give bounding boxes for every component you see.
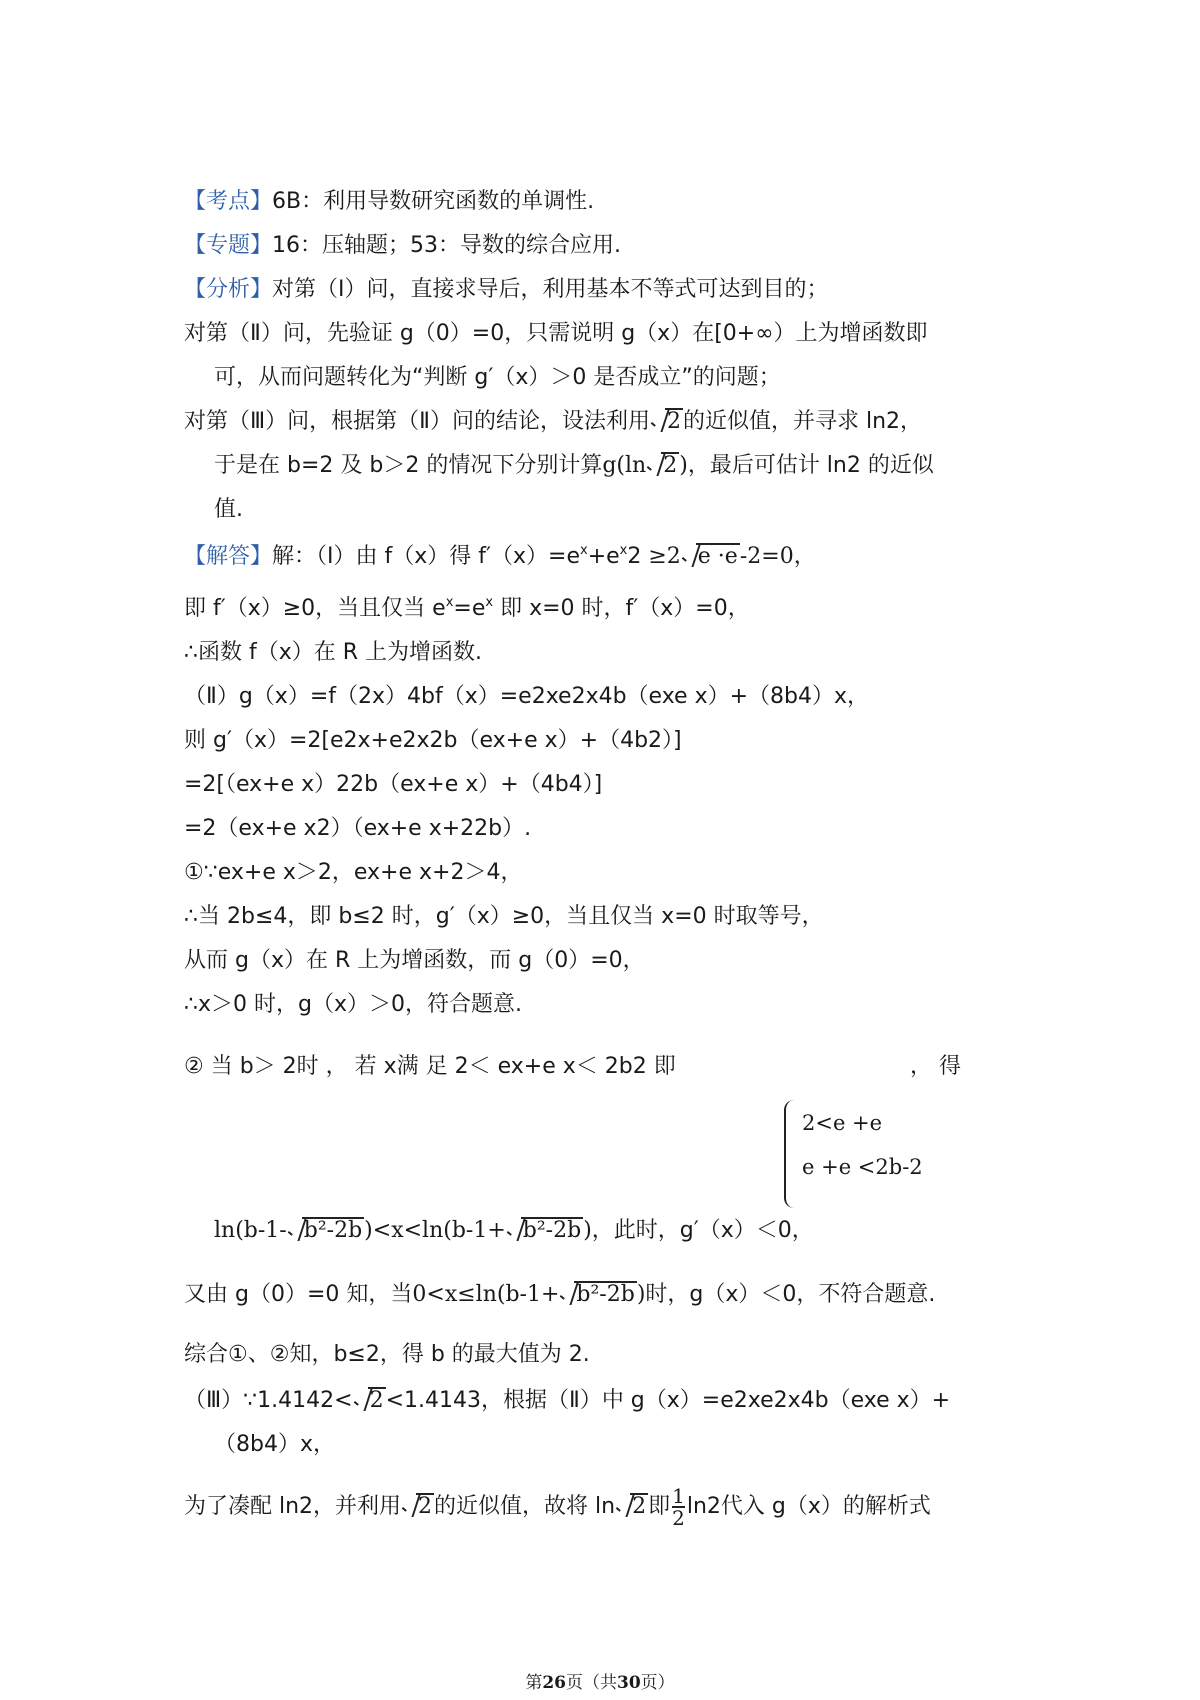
- system-brace: [784, 1100, 798, 1208]
- jieda-line: 【解答】解：（Ⅰ）由 f（x）得 $f'(x)=e^x+e^x2 \ge 2$ e ·e-2=0，: [184, 542, 1040, 572]
- solution-line-5: [184, 726, 1040, 756]
- footer-text-c: 页）: [640, 1673, 675, 1693]
- analysis-text-3: 可，从而问题转化为“判断 g′（x）＞0 是否成立”的问题；: [214, 365, 781, 390]
- analysis-line-4: [184, 407, 1040, 437]
- sqrt-radicand: 2: [418, 1494, 433, 1519]
- solution-text-2b: =e: [453, 596, 486, 621]
- fenxi-tag: 【分析】: [184, 277, 273, 302]
- kaodian-tag: 【考点】: [184, 189, 273, 214]
- analysis-line-2: [184, 319, 1040, 349]
- math-close: ): [636, 1282, 646, 1307]
- sqrt-radicand: b²-2b: [522, 1218, 582, 1243]
- sqrt-symbol: [648, 451, 679, 481]
- system-eq-1: 2<e +e: [802, 1111, 883, 1135]
- solution-text-13: ，此时，g′（x）＜0，: [591, 1218, 814, 1243]
- math-geq-2: ≥2: [648, 544, 681, 569]
- system-eq-2: e +e <2b-2: [802, 1155, 923, 1179]
- page-number: 26: [542, 1673, 566, 1693]
- solution-text-5: 则 g′（x）=2[e2x+e2x2b（ex+e x）+（4b2）]: [184, 728, 682, 753]
- sqrt-symbol: [508, 1216, 583, 1246]
- fraction-denominator: 2: [672, 1506, 685, 1530]
- math-ln-close: ): [583, 1218, 592, 1243]
- analysis-text-2: 对第（Ⅱ）问，先验证 g（0）=0，只需说明 g（x）在[0+∞）上为增函数即: [184, 321, 928, 346]
- footer-text-a: 第: [525, 1673, 543, 1693]
- solution-line-7: [184, 814, 1040, 844]
- sqrt-radicand: 2: [632, 1494, 647, 1519]
- solution-text-2c: 即 x=0 时，f′（x）=0，: [500, 596, 750, 621]
- solution-text-10: 从而 g（x）在 R 上为增函数，而 g（0）=0，: [184, 948, 645, 973]
- analysis-line-3: [214, 363, 1040, 393]
- solution-text-8: ①∵ex+e x＞2，ex+e x+2＞4，: [184, 860, 523, 885]
- footer-text-b: 页（共: [566, 1673, 617, 1693]
- kaodian-text: 6B：利用导数研究函数的单调性.: [272, 189, 595, 214]
- solution-text-18d: ln2代入 g（x）的解析式: [686, 1494, 931, 1519]
- solution-line-11: [184, 990, 1040, 1020]
- solution-text-1b: +e: [587, 544, 620, 569]
- sqrt-symbol: [652, 407, 683, 437]
- sqrt-radicand: 2: [667, 409, 681, 434]
- analysis-line-6: [214, 495, 1040, 525]
- solution-line-3: [184, 638, 1040, 668]
- solution-text-15: 综合①、②知，b≤2，得 b 的最大值为 2.: [184, 1342, 590, 1367]
- solution-line-12b: [910, 1052, 961, 1082]
- math-ln-left: ln(b-1-: [214, 1218, 287, 1243]
- solution-text-18b: 的近似值，故将 ln: [434, 1494, 616, 1519]
- solution-text-18c: 即: [648, 1494, 671, 1519]
- solution-text-6: =2[（ex+e x）22b（ex+e x）+（4b4）]: [184, 772, 603, 797]
- solution-text-12b: ， 得: [910, 1054, 961, 1079]
- solution-line-4: [184, 682, 1040, 712]
- sqrt-symbol: [617, 1492, 648, 1522]
- solution-text-16b: <1.4143，根据（Ⅱ）中 g（x）=e2xe2x4b（exe x）+: [385, 1388, 951, 1413]
- analysis-line-5: [214, 451, 1040, 481]
- solution-text-4: （Ⅱ）g（x）=f（2x）4bf（x）=e2xe2x4b（exe x）+（8b4）x，: [184, 684, 870, 709]
- system-line-2: [802, 1152, 923, 1182]
- solution-text-14b: 时，g（x）＜0，不符合题意.: [645, 1282, 936, 1307]
- solution-text-2a: 即 f′（x）≥0，当且仅当 e: [184, 596, 446, 621]
- math-range: 0<x≤ln(b-1+: [412, 1282, 560, 1307]
- sqrt-radicand: e ·e: [697, 544, 738, 569]
- page-footer: [0, 1668, 1200, 1693]
- solution-line-14: [184, 1280, 1040, 1310]
- math-ln-mid: )<x<ln(b-1+: [364, 1218, 506, 1243]
- solution-text-3: ∴函数 f（x）在 R 上为增函数.: [184, 640, 483, 665]
- sqrt-symbol: [561, 1280, 636, 1310]
- solution-text-14a: 又由 g（0）=0 知，当: [184, 1282, 413, 1307]
- solution-line-15: [184, 1340, 1040, 1370]
- solution-text-12a: ② 当 b＞ 2时 ， 若 x满 足 2＜ ex+e x＜ 2b2 即: [184, 1054, 676, 1079]
- solution-line-17: [214, 1430, 1040, 1460]
- analysis-text-5a: 于是在 b=2 及 b＞2 的情况下分别计算: [214, 453, 603, 478]
- sqrt-radicand: 2: [663, 453, 678, 478]
- sqrt-symbol: [355, 1386, 386, 1416]
- solution-text-11: ∴x＞0 时，g（x）＞0，符合题意.: [184, 992, 522, 1017]
- zhuanti-text: 16：压轴题；53：导数的综合应用.: [272, 233, 621, 258]
- solution-text-16a: （Ⅲ）∵1.4142<: [184, 1388, 353, 1413]
- analysis-text-6: 值.: [214, 497, 243, 522]
- sqrt-symbol: [683, 542, 740, 572]
- solution-line-2: 即 f′（x）≥0，当且仅当 $e^x=e^x$ 即 x=0 时，f′（x）=0，: [184, 595, 750, 621]
- sqrt-symbol: [289, 1216, 364, 1246]
- fenxi-line: [184, 275, 1040, 305]
- solution-line-13: [214, 1216, 1040, 1246]
- zhuanti-tag: 【专题】: [184, 233, 273, 258]
- sqrt-radicand: b²-2b: [303, 1218, 363, 1243]
- solution-line-16: [184, 1386, 1040, 1416]
- solution-line-18: [184, 1486, 1040, 1528]
- solution-line-10: [184, 946, 1040, 976]
- solution-text-17: （8b4）x，: [214, 1432, 335, 1457]
- math-g-ln: g(ln: [602, 453, 647, 478]
- solution-text-1c: 2: [627, 544, 642, 569]
- system-line-1: [802, 1108, 882, 1138]
- math-result: -2=0，: [739, 544, 816, 569]
- sqrt-radicand: b²-2b: [576, 1282, 635, 1307]
- sqrt-symbol: [403, 1492, 434, 1522]
- analysis-text-5b: ，最后可估计 ln2 的近似: [687, 453, 934, 478]
- analysis-text-4a: 对第（Ⅲ）问，根据第（Ⅱ）问的结论，设法利用: [184, 409, 650, 434]
- analysis-text-4b: 的近似值，并寻求 ln2，: [683, 409, 923, 434]
- solution-line-9: [184, 902, 1040, 932]
- fraction-numerator: 1: [672, 1484, 685, 1508]
- zhuanti-line: [184, 231, 1040, 261]
- solution-text-9: ∴当 2b≤4，即 b≤2 时，g′（x）≥0，当且仅当 x=0 时取等号，: [184, 904, 824, 929]
- solution-line-8: [184, 858, 1040, 888]
- solution-line-6: [184, 770, 1040, 800]
- fenxi-text: 对第（Ⅰ）问，直接求导后，利用基本不等式可达到目的；: [272, 277, 829, 302]
- kaodian-line: [184, 187, 1040, 217]
- jieda-tag: 【解答】: [184, 544, 273, 569]
- math-close: ): [679, 453, 688, 478]
- solution-text-18a: 为了凑配 ln2，并利用: [184, 1494, 402, 1519]
- fraction-one-half: [672, 1486, 685, 1528]
- solution-text-7: =2（ex+e x2）（ex+e x+22b）.: [184, 816, 532, 841]
- sqrt-radicand: 2: [369, 1388, 384, 1413]
- page-total: 30: [617, 1673, 641, 1693]
- solution-text-1a: 解：（Ⅰ）由 f（x）得 f′（x）=e: [272, 544, 580, 569]
